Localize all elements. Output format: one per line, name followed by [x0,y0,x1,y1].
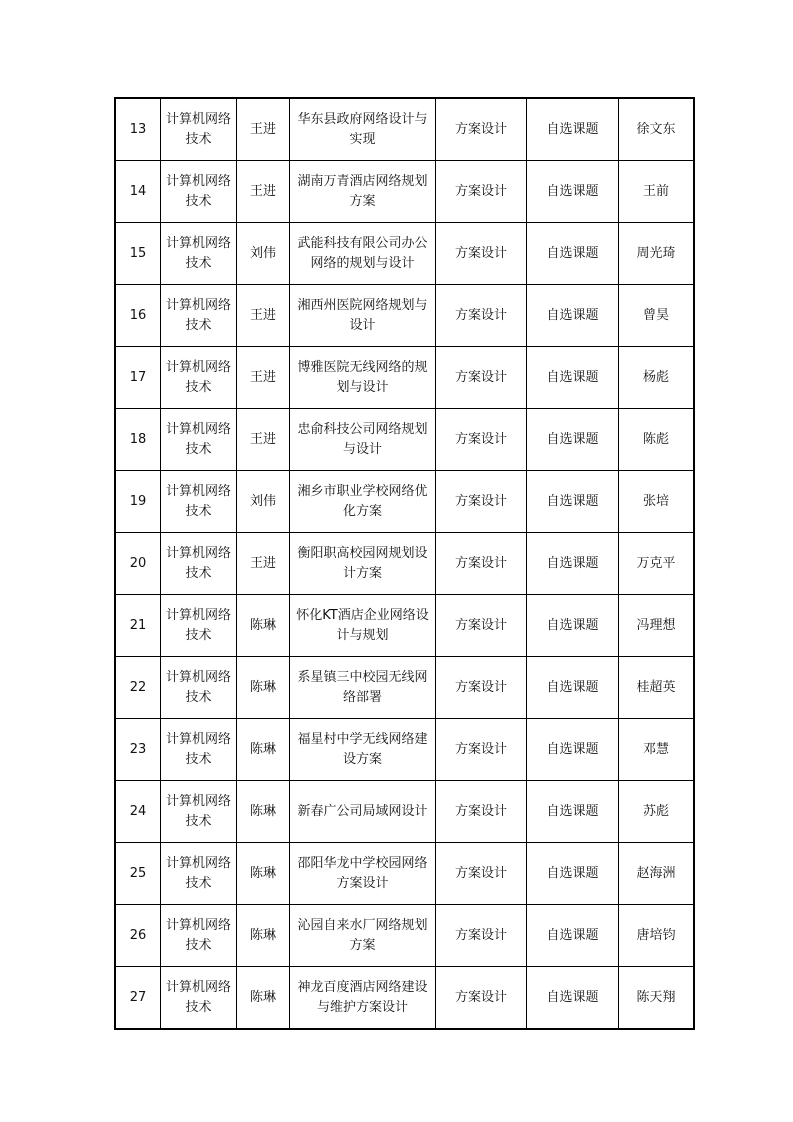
topic-source-cell [527,409,619,471]
major-cell-text: 计算机网络技术 [165,855,231,891]
student-name-cell-text: 杨彪 [642,369,669,385]
row-number-cell-text: 23 [129,741,147,757]
student-name-cell-text: 苏彪 [642,803,669,819]
row-number-cell [115,347,161,409]
major-cell [161,223,237,285]
major-cell-text: 计算机网络技术 [165,235,231,271]
advisor-cell-text: 陈琳 [249,741,276,757]
major-cell-text: 计算机网络技术 [165,979,231,1015]
advisor-cell-text: 陈琳 [249,617,276,633]
topic-title-cell [290,657,436,719]
major-cell-text: 计算机网络技术 [165,421,231,457]
major-cell-text: 计算机网络技术 [165,793,231,829]
topic-title-cell-text: 沁园自来水厂网络规划方案 [297,917,428,953]
row-number-cell-text: 18 [129,431,147,447]
table-row [115,161,694,223]
major-cell-text: 计算机网络技术 [165,111,231,147]
major-cell-text: 计算机网络技术 [165,297,231,333]
topic-source-cell-text: 自选课题 [546,679,599,695]
topic-type-cell-text: 方案设计 [454,369,507,385]
row-number-cell [115,409,161,471]
topic-source-cell [527,161,619,223]
table-row [115,98,694,161]
table-row [115,285,694,347]
advisor-cell-text: 陈琳 [249,679,276,695]
topic-title-cell [290,595,436,657]
topic-title-cell [290,781,436,843]
advisor-cell-text: 陈琳 [249,803,276,819]
topic-title-cell [290,409,436,471]
student-name-cell [619,347,695,409]
row-number-cell [115,967,161,1030]
topic-source-cell-text: 自选课题 [546,121,599,137]
topic-title-cell-text: 神龙百度酒店网络建设与维护方案设计 [297,979,428,1015]
advisor-cell [237,223,290,285]
student-name-cell-text: 陈彪 [642,431,669,447]
topic-type-cell-text: 方案设计 [454,989,507,1005]
table-row [115,471,694,533]
row-number-cell [115,657,161,719]
advisor-cell [237,161,290,223]
major-cell-text: 计算机网络技术 [165,173,231,209]
student-name-cell [619,781,695,843]
major-cell [161,719,237,781]
topic-title-cell-text: 湖南万青酒店网络规划方案 [297,173,428,209]
advisor-cell-text: 陈琳 [249,865,276,881]
topic-source-cell [527,657,619,719]
student-name-cell [619,905,695,967]
topic-title-cell [290,471,436,533]
topic-title-cell-text: 系星镇三中校园无线网络部署 [297,669,428,705]
topic-title-cell [290,223,436,285]
topic-type-cell-text: 方案设计 [454,245,507,261]
row-number-cell [115,161,161,223]
topic-title-cell-text: 新春广公司局域网设计 [297,803,428,819]
topic-source-cell-text: 自选课题 [546,245,599,261]
topic-title-cell-text: 武能科技有限公司办公网络的规划与设计 [297,235,428,271]
topic-title-cell-text: 忠俞科技公司网络规划与设计 [297,421,428,457]
row-number-cell-text: 13 [129,121,147,137]
row-number-cell-text: 24 [129,803,147,819]
row-number-cell [115,533,161,595]
topic-source-cell-text: 自选课题 [546,865,599,881]
topic-title-cell-text: 衡阳职高校园网规划设计方案 [297,545,428,581]
topic-type-cell [436,471,527,533]
topic-type-cell-text: 方案设计 [454,555,507,571]
topic-source-cell [527,905,619,967]
topic-type-cell [436,161,527,223]
topic-type-cell [436,223,527,285]
major-cell-text: 计算机网络技术 [165,359,231,395]
row-number-cell [115,843,161,905]
advisor-cell-text: 王进 [249,555,276,571]
topic-source-cell [527,533,619,595]
table-row [115,843,694,905]
table-row [115,223,694,285]
major-cell-text: 计算机网络技术 [165,607,231,643]
major-cell [161,781,237,843]
advisor-cell-text: 陈琳 [249,927,276,943]
topic-type-cell [436,719,527,781]
topic-type-cell-text: 方案设计 [454,121,507,137]
major-cell-text: 计算机网络技术 [165,545,231,581]
topic-title-cell-text: 邵阳华龙中学校园网络方案设计 [297,855,428,891]
advisor-cell [237,98,290,161]
topic-title-cell-text: 湘乡市职业学校网络优化方案 [297,483,428,519]
topic-title-cell [290,98,436,161]
row-number-cell [115,905,161,967]
topic-source-cell-text: 自选课题 [546,989,599,1005]
major-cell [161,967,237,1030]
row-number-cell [115,471,161,533]
advisor-cell [237,905,290,967]
topic-source-cell-text: 自选课题 [546,493,599,509]
advisor-cell [237,595,290,657]
topic-type-cell [436,967,527,1030]
topic-type-cell [436,347,527,409]
major-cell [161,161,237,223]
student-name-cell [619,285,695,347]
student-name-cell [619,471,695,533]
table-row [115,595,694,657]
major-cell [161,409,237,471]
topic-source-cell-text: 自选课题 [546,183,599,199]
student-name-cell [619,657,695,719]
advisor-cell-text: 刘伟 [249,245,276,261]
row-number-cell [115,98,161,161]
advisor-cell [237,657,290,719]
row-number-cell [115,595,161,657]
major-cell [161,905,237,967]
topic-title-cell [290,533,436,595]
row-number-cell [115,285,161,347]
advisor-cell-text: 王进 [249,183,276,199]
topic-title-cell-text: 博雅医院无线网络的规划与设计 [297,359,428,395]
topic-source-cell [527,595,619,657]
student-name-cell [619,223,695,285]
topic-type-cell-text: 方案设计 [454,865,507,881]
topic-type-cell [436,595,527,657]
topic-title-cell [290,905,436,967]
major-cell [161,657,237,719]
student-name-cell [619,98,695,161]
topic-source-cell-text: 自选课题 [546,927,599,943]
row-number-cell-text: 16 [129,307,147,323]
topic-title-cell-text: 华东县政府网络设计与实现 [297,111,428,147]
advisor-cell-text: 王进 [249,307,276,323]
topic-source-cell-text: 自选课题 [546,617,599,633]
row-number-cell-text: 27 [129,989,147,1005]
topic-type-cell [436,409,527,471]
student-name-cell-text: 张培 [642,493,669,509]
advisor-cell [237,533,290,595]
topic-source-cell [527,347,619,409]
advisor-cell [237,781,290,843]
major-cell [161,843,237,905]
topic-source-cell-text: 自选课题 [546,431,599,447]
advisor-cell [237,967,290,1030]
advisor-cell-text: 王进 [249,369,276,385]
topic-type-cell-text: 方案设计 [454,617,507,633]
table-row [115,533,694,595]
advisor-cell [237,843,290,905]
topic-source-cell [527,719,619,781]
student-name-cell-text: 邓慧 [642,741,669,757]
thesis-topic-table [114,97,695,1030]
topic-source-cell [527,843,619,905]
advisor-cell [237,471,290,533]
topic-source-cell [527,967,619,1030]
advisor-cell-text: 王进 [249,121,276,137]
topic-type-cell [436,98,527,161]
topic-source-cell-text: 自选课题 [546,555,599,571]
row-number-cell-text: 21 [129,617,147,633]
document-page [114,97,682,1030]
topic-title-cell-text: 福星村中学无线网络建设方案 [297,731,428,767]
topic-source-cell [527,98,619,161]
row-number-cell-text: 20 [129,555,147,571]
topic-type-cell [436,533,527,595]
table-row [115,719,694,781]
row-number-cell-text: 22 [129,679,147,695]
row-number-cell [115,781,161,843]
advisor-cell-text: 陈琳 [249,989,276,1005]
topic-title-cell [290,285,436,347]
student-name-cell-text: 徐文东 [636,121,676,137]
student-name-cell [619,161,695,223]
row-number-cell [115,223,161,285]
topic-title-cell [290,967,436,1030]
row-number-cell-text: 25 [129,865,147,881]
table-row [115,409,694,471]
topic-title-cell-text: 怀化KT酒店企业网络设计与规划 [296,607,429,643]
student-name-cell [619,409,695,471]
table-row [115,657,694,719]
major-cell [161,347,237,409]
topic-source-cell [527,471,619,533]
student-name-cell [619,719,695,781]
major-cell-text: 计算机网络技术 [165,483,231,519]
major-cell [161,471,237,533]
student-name-cell-text: 曾昊 [642,307,669,323]
major-cell-text: 计算机网络技术 [165,731,231,767]
topic-source-cell-text: 自选课题 [546,307,599,323]
table-row [115,781,694,843]
major-cell-text: 计算机网络技术 [165,917,231,953]
topic-type-cell [436,285,527,347]
row-number-cell [115,719,161,781]
topic-title-cell [290,347,436,409]
student-name-cell [619,843,695,905]
table-row [115,967,694,1030]
student-name-cell-text: 赵海洲 [636,865,676,881]
major-cell [161,595,237,657]
student-name-cell [619,595,695,657]
advisor-cell [237,347,290,409]
topic-type-cell-text: 方案设计 [454,927,507,943]
topic-source-cell [527,285,619,347]
row-number-cell-text: 14 [129,183,147,199]
student-name-cell-text: 周光琦 [636,245,676,261]
topic-type-cell [436,843,527,905]
advisor-cell-text: 刘伟 [249,493,276,509]
student-name-cell-text: 桂超英 [636,679,676,695]
student-name-cell [619,533,695,595]
advisor-cell [237,719,290,781]
table-row [115,347,694,409]
row-number-cell-text: 19 [129,493,147,509]
topic-title-cell-text: 湘西州医院网络规划与设计 [297,297,428,333]
topic-source-cell-text: 自选课题 [546,741,599,757]
table-row [115,905,694,967]
topic-source-cell-text: 自选课题 [546,369,599,385]
topic-type-cell-text: 方案设计 [454,183,507,199]
student-name-cell-text: 万克平 [636,555,676,571]
topic-source-cell [527,781,619,843]
topic-type-cell [436,781,527,843]
major-cell-text: 计算机网络技术 [165,669,231,705]
topic-type-cell-text: 方案设计 [454,307,507,323]
topic-type-cell-text: 方案设计 [454,803,507,819]
student-name-cell-text: 陈天翔 [636,989,676,1005]
row-number-cell-text: 17 [129,369,147,385]
topic-title-cell [290,719,436,781]
topic-type-cell-text: 方案设计 [454,493,507,509]
topic-title-cell [290,843,436,905]
student-name-cell-text: 王前 [642,183,669,199]
topic-source-cell [527,223,619,285]
advisor-cell [237,409,290,471]
advisor-cell [237,285,290,347]
student-name-cell-text: 唐培钧 [636,927,676,943]
major-cell [161,533,237,595]
topic-type-cell-text: 方案设计 [454,679,507,695]
topic-type-cell-text: 方案设计 [454,431,507,447]
major-cell [161,98,237,161]
row-number-cell-text: 15 [129,245,147,261]
topic-type-cell-text: 方案设计 [454,741,507,757]
topic-type-cell [436,657,527,719]
topic-title-cell [290,161,436,223]
advisor-cell-text: 王进 [249,431,276,447]
topic-source-cell-text: 自选课题 [546,803,599,819]
student-name-cell-text: 冯理想 [636,617,676,633]
topic-type-cell [436,905,527,967]
major-cell [161,285,237,347]
table-body [115,98,694,1029]
student-name-cell [619,967,695,1030]
row-number-cell-text: 26 [129,927,147,943]
